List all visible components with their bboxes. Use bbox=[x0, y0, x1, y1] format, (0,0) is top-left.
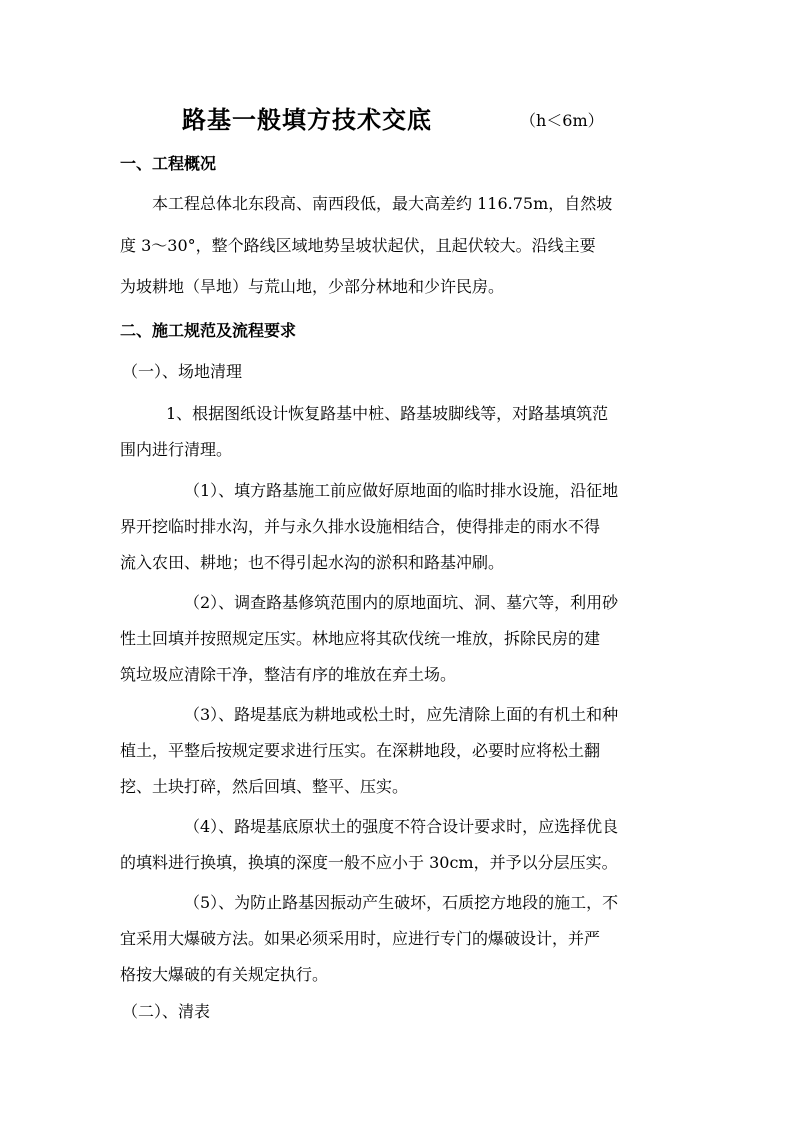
subsection-heading-surface-clearing: （二）、清表 bbox=[122, 1002, 211, 1021]
paragraph-line: 植土，平整后按规定要求进行压实。在深耕地段，必要时应将松土翻 bbox=[120, 741, 601, 760]
title-height-note: （h＜6m） bbox=[520, 111, 604, 130]
paragraph-line: 界开挖临时排水沟，并与永久排水设施相结合，使得排走的雨水不得 bbox=[120, 517, 601, 536]
paragraph-line: 挖、土块打碎，然后回填、整平、压实。 bbox=[120, 777, 409, 796]
paragraph-line: 宜采用大爆破方法。如果必须采用时，应进行专门的爆破设计，并严 bbox=[120, 929, 601, 948]
section-heading-overview: 一、工程概况 bbox=[120, 154, 217, 173]
list-item-4: （4）、路堤基底原状土的强度不符合设计要求时，应选择优良 bbox=[184, 817, 619, 836]
paragraph-line: 围内进行清理。 bbox=[120, 440, 233, 459]
list-item-2: （2）、调查路基修筑范围内的原地面坑、洞、墓穴等，利用砂 bbox=[184, 593, 619, 612]
paragraph-line: 筑垃圾应清除干净，整洁有序的堆放在弃土场。 bbox=[120, 665, 457, 684]
list-item-1: （1）、填方路基施工前应做好原地面的临时排水设施，沿征地 bbox=[184, 481, 619, 500]
section-heading-specs: 二、施工规范及流程要求 bbox=[120, 321, 297, 340]
subsection-heading-site-clearing: （一）、场地清理 bbox=[122, 362, 243, 381]
paragraph-line: 流入农田、耕地；也不得引起水沟的淤积和路基冲刷。 bbox=[120, 553, 505, 572]
document-title: 路基一般填方技术交底 bbox=[182, 105, 432, 134]
paragraph-line: 的填料进行换填，换填的深度一般不应小于 30cm，并予以分层压实。 bbox=[120, 853, 618, 872]
paragraph-line: 性土回填并按照规定压实。林地应将其砍伐统一堆放，拆除民房的建 bbox=[120, 629, 601, 648]
paragraph-line: 1、根据图纸设计恢复路基中桩、路基坡脚线等，对路基填筑范 bbox=[166, 404, 609, 423]
list-item-5: （5）、为防止路基因振动产生破坏，石质挖方地段的施工，不 bbox=[184, 893, 619, 912]
paragraph-line: 为坡耕地（旱地）与荒山地，少部分林地和少许民房。 bbox=[120, 277, 505, 296]
list-item-3: （3）、路堤基底为耕地或松土时，应先清除上面的有机土和种 bbox=[184, 705, 619, 724]
paragraph-line: 格按大爆破的有关规定执行。 bbox=[120, 965, 329, 984]
paragraph-line: 度 3～30°，整个路线区域地势呈坡状起伏，且起伏较大。沿线主要 bbox=[120, 236, 596, 255]
paragraph-line: 本工程总体北东段高、南西段低，最大高差约 116.75m，自然坡 bbox=[152, 194, 613, 213]
